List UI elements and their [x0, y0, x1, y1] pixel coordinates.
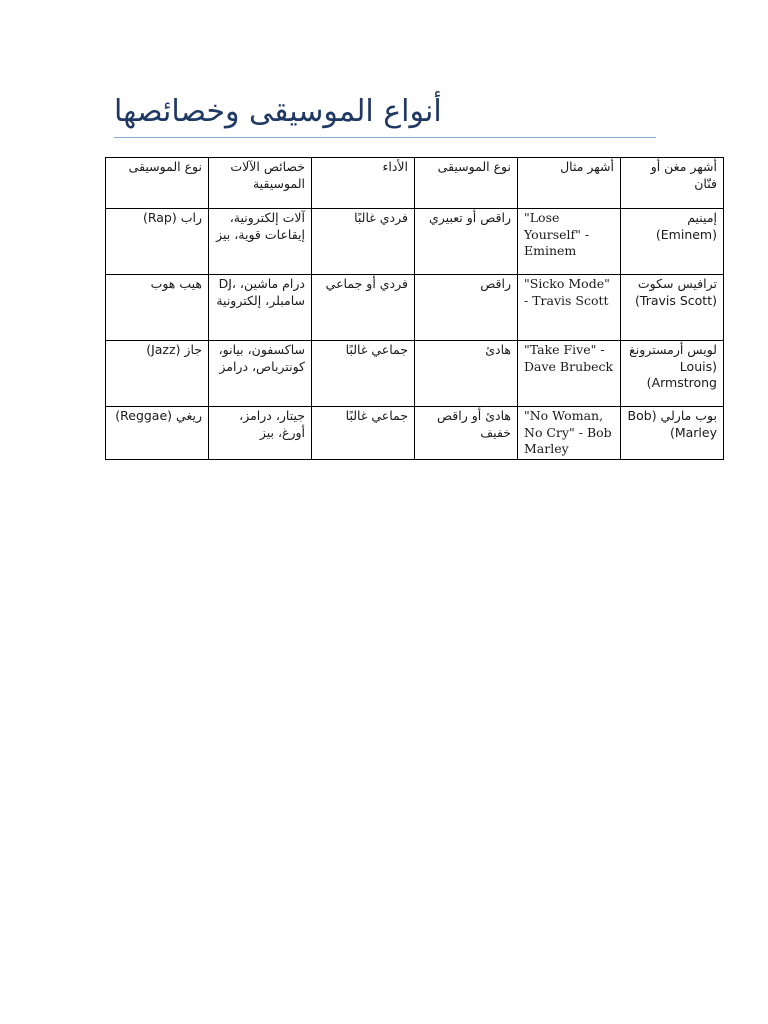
table-cell: هيب هوب	[106, 275, 209, 341]
table-row	[106, 209, 724, 275]
table-cell: "Sicko Mode" - Travis Scott	[518, 275, 621, 341]
table-cell: راقص أو تعبيري	[415, 209, 518, 275]
table-header-cell: أشهر مغن أو فنّان	[621, 158, 724, 209]
table-cell: "No Woman, No Cry" - Bob Marley	[518, 407, 621, 460]
table-header-cell: نوع الموسيقى	[106, 158, 209, 209]
table-row	[106, 275, 724, 341]
table-cell: هادئ أو راقص خفيف	[415, 407, 518, 460]
table-header-cell: نوع الموسيقى	[415, 158, 518, 209]
document-title: أنواع الموسيقى وخصائصها	[114, 94, 442, 129]
table-cell: فردي غالبًا	[312, 209, 415, 275]
table-cell: جماعي غالبًا	[312, 341, 415, 407]
table-row	[106, 407, 724, 460]
title-underline	[114, 137, 656, 138]
table-cell: "Lose Yourself" - Eminem	[518, 209, 621, 275]
table-cell: "Take Five" - Dave Brubeck	[518, 341, 621, 407]
table-cell: ريغي (Reggae)	[106, 407, 209, 460]
table-cell: جاز (Jazz)	[106, 341, 209, 407]
table-cell: DJ، درام ماشين، سامبلر، إلكترونية	[209, 275, 312, 341]
table-cell: لويس أرمسترونغ (Louis Armstrong)	[621, 341, 724, 407]
table-header-cell: أشهر مثال	[518, 158, 621, 209]
table-cell: ساكسفون، بيانو، كونترباص، درامز	[209, 341, 312, 407]
table-cell: فردي أو جماعي	[312, 275, 415, 341]
table-cell: راقص	[415, 275, 518, 341]
table-cell: جيتار، درامز، أورغ، بيز	[209, 407, 312, 460]
table-header-cell: خصائص الآلات الموسيقية	[209, 158, 312, 209]
table-cell: راب (Rap)	[106, 209, 209, 275]
table-cell: إمينيم (Eminem)	[621, 209, 724, 275]
table-row	[106, 341, 724, 407]
music-genres-table	[105, 157, 724, 460]
table-cell: بوب مارلي (Bob Marley)	[621, 407, 724, 460]
table-cell: آلات إلكترونية، إيقاعات قوية، بيز	[209, 209, 312, 275]
table-cell: ترافيس سكوت (Travis Scott)	[621, 275, 724, 341]
table-header-row	[106, 158, 724, 209]
table-cell: هادئ	[415, 341, 518, 407]
table-cell: جماعي غالبًا	[312, 407, 415, 460]
table-header-cell: الأداء	[312, 158, 415, 209]
